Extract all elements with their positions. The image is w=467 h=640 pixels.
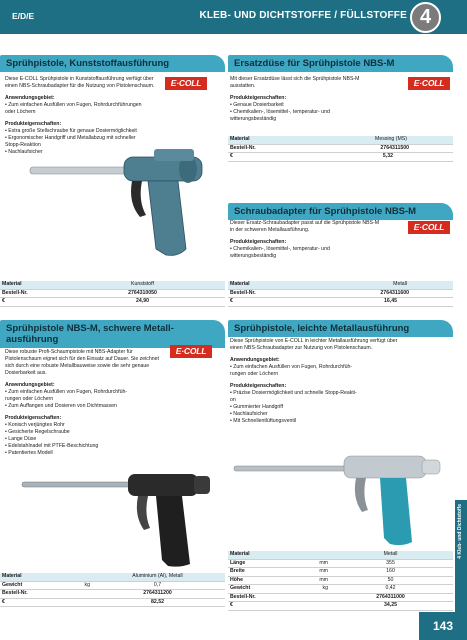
spec-value: 82,52 bbox=[151, 598, 164, 605]
bullet: on bbox=[230, 397, 236, 403]
spec-unit bbox=[288, 594, 328, 602]
spec-label: Bestell-Nr. bbox=[230, 144, 256, 151]
features-heading: Produkteigenschaften: bbox=[230, 239, 287, 245]
intro-text: Diese E-COLL Sprühpistole in Kunststoffausführung verfügt über einen NBS-Schraubadapter für die Nutzung von Pistolenschaum. bbox=[5, 76, 155, 89]
bullet: • Zum einfachen Ausfüllen von Fugen, Rohrdurchführungen bbox=[5, 102, 142, 108]
spec-unit bbox=[288, 602, 328, 610]
chapter-title: KLEB- UND DICHTSTOFFE / FÜLLSTOFFE bbox=[199, 10, 407, 21]
side-tab-label: 4 Kleb- und Dichtstoffe bbox=[457, 504, 463, 559]
bullet: • Gesicherte Regelschraube bbox=[5, 429, 70, 435]
bullet: • Mit Schnellentlüftungsventil bbox=[230, 418, 297, 424]
spec-row bbox=[228, 298, 453, 307]
spec-label: Material bbox=[2, 281, 22, 287]
spec-value: Metall bbox=[393, 281, 407, 287]
spec-label: Material bbox=[2, 573, 22, 579]
section-spray-gun-heavy-metal bbox=[0, 320, 225, 348]
spec-row bbox=[0, 582, 225, 591]
bullet: • Zum Auffangen und Dosieren von Dichtmassen bbox=[5, 403, 117, 409]
spec-label: Höhe bbox=[230, 576, 243, 583]
features-heading: Produkteigenschaften: bbox=[230, 383, 287, 389]
section-replacement-nozzle bbox=[228, 55, 453, 72]
section-title: Sprühpistole, Kunststoffausführung bbox=[0, 55, 225, 72]
section-title: Sprühpistole, leichte Metallausführung bbox=[228, 320, 453, 337]
spec-label: € bbox=[230, 298, 233, 304]
spec-value: 24,90 bbox=[136, 298, 149, 304]
spray-gun-heavy-metal-image bbox=[20, 470, 220, 568]
features-heading: Produkteigenschaften: bbox=[5, 415, 62, 421]
spec-value: 2764311000 bbox=[376, 593, 405, 600]
chapter-number-badge: 4 bbox=[410, 2, 441, 33]
section-title bbox=[0, 320, 225, 348]
spec-value: 0,7 bbox=[153, 581, 162, 588]
title-line: Sprühpistole NBS-M, schwere Metall- bbox=[6, 323, 174, 334]
spec-value: 16,45 bbox=[384, 298, 397, 304]
section-5-text bbox=[230, 338, 410, 425]
spec-unit bbox=[60, 590, 90, 598]
section-3-text bbox=[230, 220, 380, 260]
spec-row bbox=[228, 290, 453, 299]
spec-row bbox=[0, 298, 225, 307]
spec-label: Bestell-Nr. bbox=[230, 289, 256, 296]
spec-unit bbox=[60, 573, 90, 581]
spec-row bbox=[228, 577, 453, 586]
bullet: rungen oder Löchern bbox=[5, 396, 54, 402]
bullet: • Zum einfachen Ausfüllen von Fugen, Rohrdurchfüh- bbox=[5, 389, 128, 395]
bullet: • Präzise Dosiermöglichkeit und schnelle Stopp-Reakti- bbox=[230, 390, 357, 396]
brand-logo: E·COLL bbox=[408, 77, 450, 90]
spec-label: € bbox=[230, 602, 233, 608]
spec-row bbox=[0, 573, 225, 582]
use-heading: Anwendungsgebiet: bbox=[5, 95, 55, 101]
bullet: • Chemikalien-, lösemittel-, temperatur- und bbox=[230, 109, 330, 115]
spec-label: Material bbox=[230, 136, 250, 142]
section-screw-adapter bbox=[228, 203, 453, 220]
section-1-text bbox=[5, 76, 155, 156]
spec-value: 34,25 bbox=[384, 602, 397, 608]
spec-value: 5,32 bbox=[382, 153, 393, 159]
bullet: • Zum einfachen Ausfüllen von Fugen, Rohrdurchfüh- bbox=[230, 364, 353, 370]
spec-label: € bbox=[2, 598, 5, 605]
section-2-text bbox=[230, 76, 380, 123]
bullet: • Konisch verjüngtes Rohr bbox=[5, 422, 65, 428]
bullet: Stopp-Reaktion bbox=[5, 142, 41, 148]
spec-value: 160 bbox=[386, 568, 395, 574]
title-line: ausführung bbox=[6, 334, 59, 345]
spec-table-s4 bbox=[0, 573, 225, 607]
spec-label: Gewicht bbox=[230, 585, 251, 591]
spec-value: Messing (MS) bbox=[375, 136, 407, 142]
spec-value: Kunststoff bbox=[131, 281, 154, 287]
spec-value: 2764311600 bbox=[380, 289, 409, 296]
intro-text: Dieser Ersatz-Schraubadapter passt auf die Sprühpistole NBS-M in der schweren Metallausführung. bbox=[230, 220, 380, 233]
intro-text: Mit dieser Ersatzdüse lässt sich die Sprühpistole NBS-M ausstatten. bbox=[230, 76, 360, 89]
spec-row bbox=[228, 281, 453, 290]
spec-row bbox=[228, 568, 453, 577]
spec-label: € bbox=[2, 298, 5, 304]
section-4-text bbox=[5, 349, 160, 457]
spec-row bbox=[0, 290, 225, 299]
spec-unit: kg bbox=[322, 585, 328, 591]
spec-row bbox=[228, 153, 453, 162]
spec-unit: mm bbox=[319, 559, 328, 566]
spec-unit: kg bbox=[84, 581, 90, 588]
intro-text: Diese Sprühpistole von E-COLL in leichter Metallausführung verfügt über einen NBS-Schraubadapter zur Nutzung von Pistolenschaum. bbox=[230, 338, 398, 351]
chapter-side-tab bbox=[455, 500, 467, 612]
spec-table-s5 bbox=[228, 551, 453, 611]
language-label: E/D/E bbox=[12, 11, 35, 21]
spec-value: 2764311200 bbox=[143, 590, 172, 596]
bullet: oder Löchern bbox=[5, 109, 36, 115]
spec-label: € bbox=[230, 153, 233, 159]
spec-label: Material bbox=[230, 551, 250, 557]
spray-gun-plastic-image bbox=[28, 145, 218, 263]
spec-value: 2764311500 bbox=[380, 144, 409, 151]
spec-row bbox=[228, 594, 453, 603]
spec-row bbox=[228, 560, 453, 569]
use-heading: Anwendungsgebiet: bbox=[230, 357, 280, 363]
spec-row bbox=[228, 551, 453, 560]
spec-row bbox=[228, 602, 453, 611]
bullet: rungen oder Löchern bbox=[230, 371, 279, 377]
spec-value: Metall bbox=[383, 551, 398, 557]
spec-label: Bestell-Nr. bbox=[2, 289, 28, 296]
spec-value: 50 bbox=[387, 576, 394, 583]
bullet: • Nachlaufsicher bbox=[230, 411, 268, 417]
features-heading: Produkteigenschaften: bbox=[230, 95, 287, 101]
spec-table-s2 bbox=[228, 136, 453, 162]
spec-row bbox=[0, 599, 225, 608]
bullet: • Chemikalien-, lösemittel-, temperatur- und bbox=[230, 246, 330, 252]
section-spray-gun-plastic bbox=[0, 55, 225, 72]
use-heading: Anwendungsgebiet: bbox=[5, 382, 55, 388]
spec-row bbox=[228, 145, 453, 154]
spec-value: 0,42 bbox=[385, 585, 396, 591]
features-heading: Produkteigenschaften: bbox=[5, 121, 62, 127]
spec-label: Bestell-Nr. bbox=[230, 593, 256, 600]
section-title: Schraubadapter für Sprühpistole NBS-M bbox=[228, 203, 453, 220]
bullet: witterungsbeständig bbox=[230, 116, 277, 122]
page-number: 143 bbox=[419, 612, 467, 640]
bullet: • Ergonomischer Handgriff und Metallabzug mit schneller bbox=[5, 135, 136, 141]
bullet: • Lange Düse bbox=[5, 436, 37, 442]
spec-unit bbox=[288, 551, 328, 559]
spec-row bbox=[228, 136, 453, 145]
section-spray-gun-light-metal bbox=[228, 320, 453, 337]
brand-logo: E·COLL bbox=[165, 77, 207, 90]
section-title: Ersatzdüse für Sprühpistole NBS-M bbox=[228, 55, 453, 72]
brand-logo: E·COLL bbox=[408, 221, 450, 234]
bullet: • Extra große Stellschraube für genaue Dosiermöglichkeit bbox=[5, 128, 137, 134]
spec-table-s3 bbox=[228, 281, 453, 307]
spec-unit: mm bbox=[319, 568, 328, 574]
brand-logo: E·COLL bbox=[170, 345, 212, 358]
bullet: • Genaue Dosierbarkeit bbox=[230, 102, 284, 108]
intro-text: Diese robuste Profi-Schaumpistole mit NBS-Adapter für Pistolenschaum eignet sich für den Einsatz auf Dauer. Sie zeichnet sich durch eine robuste Metallbauweise sowie die sehr genaue Dosierbarkeit aus. bbox=[5, 349, 159, 376]
spec-table-s1 bbox=[0, 281, 225, 307]
bullet: • Gummierter Handgriff bbox=[230, 404, 284, 410]
bullet: • Patentiertes Modell bbox=[5, 450, 53, 456]
bullet: • Edelstahlnadel mit PTFE-Beschichtung bbox=[5, 443, 99, 449]
spec-value: 2764310050 bbox=[128, 289, 157, 296]
spec-unit bbox=[60, 599, 90, 607]
spec-row bbox=[228, 585, 453, 594]
spec-unit: mm bbox=[319, 576, 328, 583]
spec-label: Bestell-Nr. bbox=[2, 590, 28, 596]
spec-row bbox=[0, 281, 225, 290]
spec-value: Aluminium (Al), Metall bbox=[132, 573, 183, 579]
header-bar bbox=[0, 0, 467, 34]
spec-value: 355 bbox=[386, 559, 395, 566]
spec-label: Länge bbox=[230, 559, 246, 566]
spec-label: Gewicht bbox=[2, 581, 23, 588]
bullet: witterungsbeständig bbox=[230, 253, 277, 259]
spray-gun-light-metal-image bbox=[232, 448, 452, 548]
spec-label: Material bbox=[230, 281, 250, 287]
spec-row bbox=[0, 590, 225, 599]
spec-label: Breite bbox=[230, 568, 245, 574]
bullet: • Nachlaufsicher bbox=[5, 149, 43, 155]
